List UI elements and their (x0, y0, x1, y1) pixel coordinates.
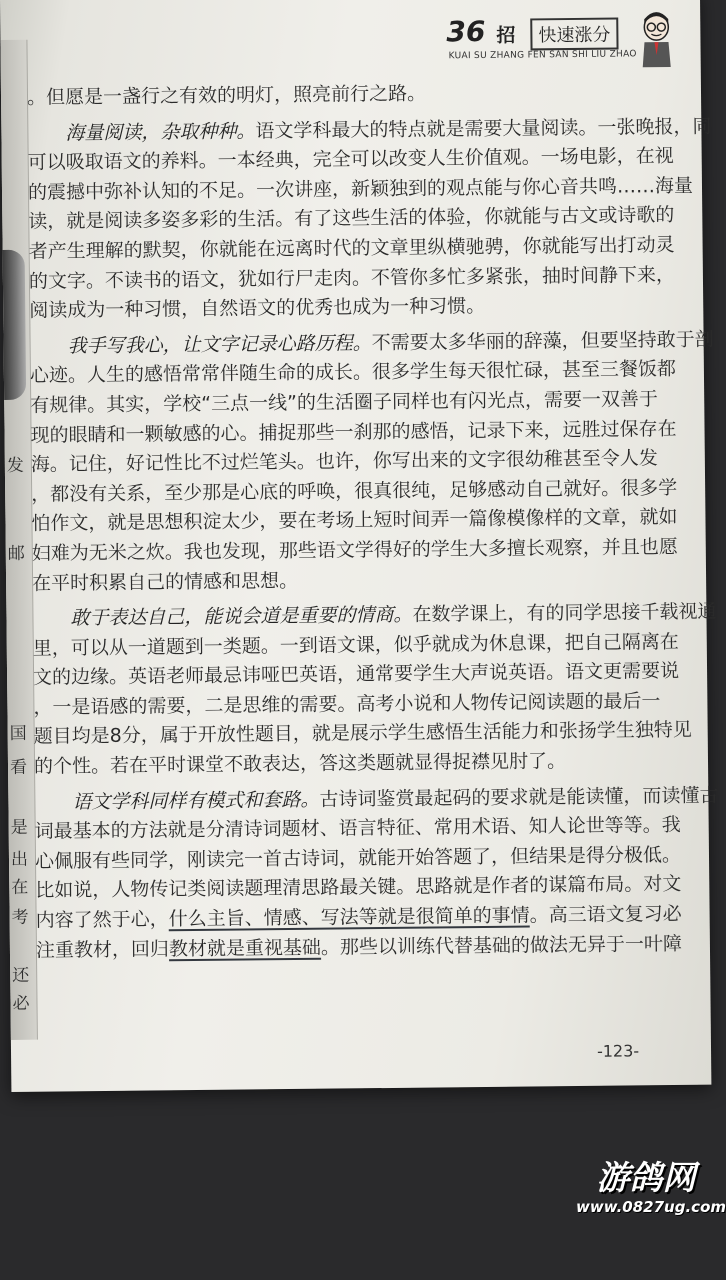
side-char: 出 (10, 849, 29, 870)
page-number: -123- (596, 1041, 640, 1061)
side-char: 国 (9, 723, 27, 744)
text-line: 的个性。若在平时课堂不敢表达，答这类题就显得捉襟见肘了。 (33, 750, 567, 778)
side-char: 必 (12, 993, 30, 1014)
watermark-url: www.0827ug.com (576, 1198, 726, 1216)
text-line: ，一是语感的需要，二是思维的需要。高考小说和人物传记阅读题的最后一 (33, 689, 661, 719)
header-zhao: 招 (496, 24, 516, 47)
text-line: 在平时积累自己的情感和思想。 (31, 569, 299, 595)
text-line: 读，就是阅读多姿多彩的生活。有了这些生活的体验，你就能与古文或诗歌的 (28, 204, 675, 234)
text-line: 怕作文，就是思想积淀太少，要在考场上短时间弄一篇像模像样的文章，就如 (31, 506, 678, 536)
side-char: 在 (11, 877, 29, 898)
text-line: 妇难为无米之炊。我也发现，那些语文学得好的学生大多擅长观察，并且也愿 (31, 535, 678, 565)
paragraph-lead: 海量阅读，杂取种种。 (65, 119, 256, 144)
side-char: 邮 (7, 543, 25, 564)
paragraph-lead: 敢于表达自己，能说会道是重要的情商。 (70, 603, 413, 630)
text-line: 可以吸取语文的养料。一本经典，完全可以改变人生价值观。一场电影，在视 (27, 145, 674, 174)
text-line: 心佩服有些同学，刚读完一首古诗词，就能开始答题了，但结果是得分极低。 (34, 843, 682, 873)
text-line: 里，可以从一道题到一类题。一到语文课，似乎就成为休息课，把自己隔离在 (32, 630, 679, 660)
side-char: 还 (12, 965, 30, 986)
text-span: 注重教材，回归 (35, 937, 170, 962)
text-line: 阅读成为一种习惯，自然语文的优秀也成为一种习惯。 (29, 295, 486, 322)
text-line: 。但愿是一盏行之有效的明灯，照亮前行之路。 (26, 82, 427, 109)
text-span: 内容了然于心， (35, 908, 169, 932)
text-line: 现的眼睛和一颗敏感的心。捕捉那些一刹那的感悟，记录下来，远胜过保存在 (30, 417, 677, 447)
page-body (26, 77, 719, 966)
text-line: 的震撼中弥补认知的不足。一次讲座，新颖独到的观点能与你心音共鸣……海量 (27, 174, 694, 204)
text-line (35, 930, 683, 966)
side-char: 看 (9, 757, 28, 778)
text-span: 不需要太多华丽的辞藻，但要坚持敢于剖 (371, 328, 714, 354)
text-line: 海。记住，好记性比不过烂笔头。也许，你写出来的文字很幼稚甚至令人发 (30, 447, 658, 476)
text-line: 者产生理解的默契，你就能在远离时代的文章里纵横驰骋，你就能写出打动灵 (28, 233, 675, 263)
watermark (576, 1158, 726, 1216)
side-char: 发 (6, 455, 24, 476)
text-line: 题目均是8分，属于开放性题目，就是展示学生感悟生活能力和张扬学生独特见 (33, 719, 692, 749)
binding-ring (3, 250, 27, 400)
header-number: 36 (446, 14, 486, 49)
side-char: 考 (11, 907, 29, 928)
text-span: 在数学课上，有的同学思接千载视通 (412, 600, 717, 626)
text-line: 词最基本的方法就是分清诗词题材、语言特征、常用术语、知人论世等等。我 (34, 814, 681, 843)
text-span: 古诗词鉴赏最起码的要求就是能读懂，而读懂古 (319, 784, 719, 811)
side-char: 是 (10, 817, 28, 838)
running-header (440, 11, 681, 74)
pen-underlined-text: 什么主旨、情感、写法等就是很简单的事情 (168, 904, 530, 931)
text-line: 比如说，人物传记类阅读题理清思路最关键。思路就是作者的谋篇布局。对文 (35, 873, 682, 903)
text-span: 。那些以训练代替基础的做法无异于一叶障 (320, 932, 683, 959)
paragraph-lead: 语文学科同样有模式和套路。 (72, 788, 320, 813)
text-span: 。高三语文复习必 (529, 902, 682, 927)
text-line: 心迹。人生的感悟常常伴随生命的成长。很多学生每天很忙碌，甚至三餐饭都 (29, 358, 677, 388)
text-line: 的文字。不读书的语文，犹如行尸走肉。不管你多忙多紧张，抽时间静下来， (28, 263, 676, 293)
text-line: 文的边缘。英语老师最忌讳哑巴英语，通常要学生大声说英语。语文更需要说 (32, 660, 680, 689)
watermark-title: 游鸽网 (596, 1158, 696, 1197)
mascot-icon (636, 11, 677, 69)
paragraph-lead: 我手写我心，让文字记录心路历程。 (67, 331, 372, 358)
header-subtitle: KUAI SU ZHANG FEN SAN SHI LIU ZHAO (448, 49, 637, 62)
text-span: 语文学科最大的特点就是需要大量阅读。一张晚报，同 (255, 115, 712, 142)
pen-underlined-text: 教材就是重视基础 (168, 936, 322, 960)
text-line: 有规律。其实，学校“三点一线”的生活圈子同样也有闪光点，需要一双善于 (30, 388, 659, 417)
header-title-box: 快速涨分 (530, 18, 618, 51)
text-line: ，都没有关系，至少那是心底的呼唤，很真很纯，足够感动自己就好。很多学 (31, 476, 678, 506)
